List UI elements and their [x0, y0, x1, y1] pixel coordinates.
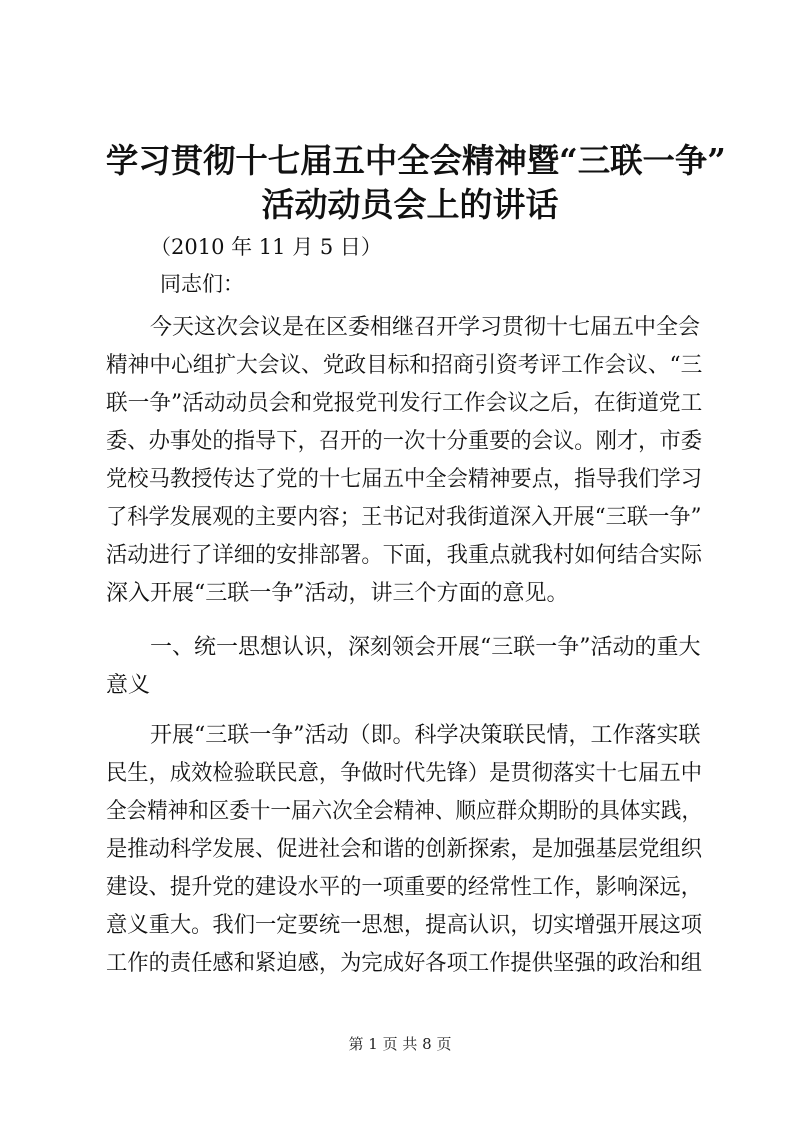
section-heading-line: 一、统一思想认识，深刻领会开展“三联一争”活动的重大	[150, 635, 701, 660]
body-line: 开展“三联一争”活动（即。科学决策联民情，工作落实联	[150, 723, 701, 748]
salutation: 同志们：	[160, 272, 244, 296]
body-line: 联一争”活动动员会和党报党刊发行工作会议之后，在街道党工	[106, 391, 703, 416]
body-line: 活动进行了详细的安排部署。下面，我重点就我村如何结合实际	[106, 543, 703, 568]
body-line: 意义重大。我们一定要统一思想，提高认识，切实增强开展这项	[106, 913, 703, 938]
section-heading-line: 意义	[106, 673, 151, 698]
body-line: 今天这次会议是在区委相继召开学习贯彻十七届五中全会	[150, 315, 701, 340]
document-title-line-1: 学习贯彻十七届五中全会精神暨“三联一争”	[105, 141, 726, 180]
speech-date: （2010 年 11 月 5 日）	[150, 235, 382, 259]
body-line: 民生，成效检验联民意，争做时代先锋）是贯彻落实十七届五中	[106, 761, 703, 786]
body-line: 是推动科学发展、促进社会和谐的创新探索，是加强基层党组织	[106, 837, 703, 862]
body-line: 党校马教授传达了党的十七届五中全会精神要点，指导我们学习	[106, 467, 703, 492]
body-line: 了科学发展观的主要内容；王书记对我街道深入开展“三联一争”	[106, 505, 702, 530]
body-line: 建设、提升党的建设水平的一项重要的经常性工作，影响深远，	[106, 875, 703, 900]
body-line: 委、办事处的指导下，召开的一次十分重要的会议。刚才，市委	[106, 429, 703, 454]
body-line: 深入开展“三联一争”活动，讲三个方面的意见。	[106, 581, 569, 606]
page-footer: 第 1 页 共 8 页	[348, 1035, 452, 1053]
body-line: 精神中心组扩大会议、党政目标和招商引资考评工作会议、“三	[106, 353, 703, 378]
document-title-line-2: 活动动员会上的讲话	[261, 185, 559, 224]
body-line: 工作的责任感和紧迫感，为完成好各项工作提供坚强的政治和组	[106, 951, 703, 976]
body-line: 全会精神和区委十一届六次全会精神、顺应群众期盼的具体实践，	[106, 799, 703, 824]
